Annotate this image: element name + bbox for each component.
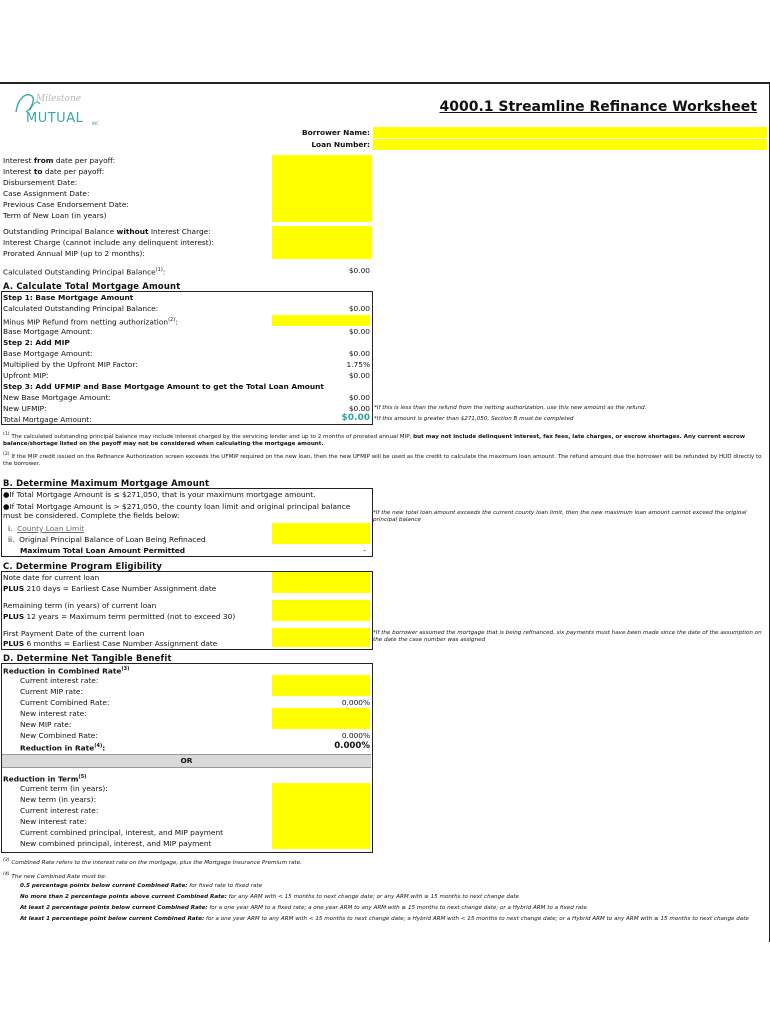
new-pi-label: New combined principal, interest, and MIP payment [20, 839, 212, 848]
rcr-header: Reduction in Combined Rate$^{(3)}$ [3, 666, 130, 676]
company-logo [12, 88, 102, 130]
base2-value: $0.00 [348, 349, 370, 358]
note-date-label: Note date for current loan [3, 573, 100, 582]
footnote-1: $^{(1)}$ The calculated outstanding principal balance may include interest charged by the servicing lender and up to 2 months of prorated annual MIP, but may not include delinquent interest, fax fees, late charges, or escrow shortages. Any current escrow balance/shortage listed on the payoff may not be considered when calculating the mortgage amount. [3, 432, 746, 447]
red-rate-value: 0.000% [334, 741, 370, 751]
rule-4: At least 1 percentage point below current Combined Rate: for a one year ARM to any ARM with < 15 months to next change date; a Hybrid ARM with < 15 months to next change date; or a Hybrid ARM to any ARM with ≥ 15 months to next change date [20, 916, 749, 922]
step2-header: Step 2: Add MIP [3, 338, 70, 347]
section-a-header: A. Calculate Total Mortgage Amount [3, 281, 181, 291]
new-base-value: $0.00 [348, 393, 370, 402]
current-rates-field[interactable] [272, 675, 370, 696]
footnote-4: $^{(4)}$ The new Combined Rate must be: [3, 872, 107, 880]
disbursement-label: Disbursement Date: [3, 178, 78, 187]
page-title: 4000.1 Streamline Refinance Worksheet [439, 99, 757, 115]
county-limit-field[interactable] [272, 523, 370, 544]
plus-12-label: PLUS 12 years = Maximum term permitted (not to exceed 30) [3, 612, 236, 621]
minus-mip-label: Minus MIP Refund from netting authorization$^{(2)}$: [3, 317, 178, 327]
bullet-icon: ● [3, 502, 10, 511]
calc-ob-value: $0.00 [348, 304, 370, 313]
new-ufmip-label: New UFMIP: [3, 404, 47, 413]
balances-input-block[interactable] [272, 226, 372, 259]
cur-int-label: Current interest rate: [20, 676, 99, 685]
new-term-label: New term (in years): [20, 795, 97, 804]
interest-from-label: Interest from date per payoff: [3, 156, 116, 165]
orig-balance-item: ii. Original Principal Balance of Loan Being Refinaced [8, 535, 206, 544]
logo-suffix: INC [92, 121, 99, 126]
note-date-field[interactable] [272, 572, 370, 593]
footnote-3: $^{(3)}$ Combined Rate refers to the interest rate on the mortgage, plus the Mortgage Insurance Premium rate. [3, 858, 302, 866]
total-note: *If this amount is greater than $271,050, Section B must be completed [374, 416, 574, 422]
upfront-label: Upfront MIP: [3, 371, 49, 380]
new-comb-value: 0.000% [341, 731, 370, 740]
new-int-label: New interest rate: [20, 709, 87, 718]
calc-outstanding-value: $0.00 [348, 266, 370, 275]
section-b-line1: ●If Total Mortgage Amount is ≤ $271,050, that is your maximum mortgage amount. [3, 490, 316, 499]
term-new-label: Term of New Loan (in years) [3, 211, 107, 220]
rule-1: 0.5 percentage points below current Combined Rate: for fixed rate to fixed rate [20, 883, 263, 889]
base-amount-label: Base Mortgage Amount: [3, 327, 93, 336]
interest-charge-label: Interest Charge (cannot include any delinquent interest): [3, 238, 214, 247]
cur-term-label: Current term (in years): [20, 784, 108, 793]
plus-6-label: PLUS 6 months = Earliest Case Number Assignment date [3, 639, 218, 648]
red-rate-label: Reduction in Rate$^{(4)}$: [20, 743, 106, 753]
logo-word: MUTUAL [26, 111, 84, 126]
rit-header: Reduction in Term$^{(5)}$ [3, 774, 87, 784]
section-b-header: B. Determine Maximum Mortgage Amount [3, 478, 210, 488]
new-comb-label: New Combined Rate: [20, 731, 98, 740]
max-loan-label: Maximum Total Loan Amount Permitted [20, 546, 186, 555]
outstanding-label: Outstanding Principal Balance without Interest Charge: [3, 227, 211, 236]
prorated-mip-label: Prorated Annual MIP (up to 2 months): [3, 249, 145, 258]
calc-outstanding-label: Calculated Outstanding Principal Balance$^{(1)}$: [3, 267, 166, 277]
section-c-note: *If the borrower assumed the mortgage that is being refinanced, six payments must have been made since the date of the assumption on the date the case number was assigned [373, 630, 762, 643]
loan-number-field[interactable] [373, 139, 767, 150]
cur-comb-value: 0.000% [341, 698, 370, 707]
section-b-note: *If the new total loan amount exceeds the current county loan limit, then the new maximum loan amount cannot exceed the original principal balance [373, 510, 747, 523]
cur-comb-label: Current Combined Rate: [20, 698, 110, 707]
remaining-term-field[interactable] [272, 600, 370, 621]
bullet-icon: ● [3, 490, 10, 499]
remaining-term-label: Remaining term (in years) of current loan [3, 601, 157, 610]
worksheet [0, 82, 770, 942]
section-c-header: C. Determine Program Eligibility [3, 561, 163, 571]
total-value: $0.00 [341, 413, 370, 423]
new-ufmip-value: $0.00 [348, 404, 370, 413]
rule-3: At least 2 percentage points below current Combined Rate: for a one year ARM to a fixed rate; a one year ARM to any ARM with ≥ 15 months to next change date; or a Hybrid ARM to a fixed rate [20, 905, 587, 911]
multiplied-label: Multiplied by the Upfront MIP Factor: [3, 360, 138, 369]
or-divider [2, 754, 371, 768]
calc-ob-label: Calculated Outstanding Principal Balance: [3, 304, 159, 313]
cur-mip-label: Current MIP rate: [20, 687, 83, 696]
county-loan-limit-link[interactable]: County Loan Limit [17, 524, 85, 533]
borrower-name-field[interactable] [373, 127, 767, 138]
plus-210-label: PLUS 210 days = Earliest Case Number Assignment date [3, 584, 217, 593]
base-amount-value: $0.00 [348, 327, 370, 336]
footnote-2: $^{(2)}$ If the MIP credit issued on the Refinance Authorization screen exceeds the UFMIP required on the new loan, then the new UFMIP will be used as the credit to calculate the maximum loan amount. The refund amount due the borrower will be refunded by HUD directly to the borrower. [3, 452, 762, 467]
dates-input-block[interactable] [272, 155, 372, 222]
case-assignment-label: Case Assignment Date: [3, 189, 90, 198]
total-label: Total Mortgage Amount: [3, 415, 92, 424]
or-label: OR [180, 756, 193, 765]
step1-header: Step 1: Base Mortgage Amount [3, 293, 134, 302]
upfront-value: $0.00 [348, 371, 370, 380]
multiplied-value: 1.75% [346, 360, 370, 369]
interest-to-label: Interest to date per payoff: [3, 167, 105, 176]
step3-header: Step 3: Add UFMIP and Base Mortgage Amount to get the Total Loan Amount [3, 382, 324, 391]
new-ufmip-note: *If this is less than the refund from the netting authorization, use this new amount as the refund. [374, 405, 647, 411]
prev-endorsement-label: Previous Case Endorsement Date: [3, 200, 129, 209]
max-loan-value: - [363, 546, 366, 555]
base2-label: Base Mortgage Amount: [3, 349, 93, 358]
cur-pi-label: Current combined principal, interest, and MIP payment [20, 828, 224, 837]
minus-mip-field[interactable] [272, 315, 370, 326]
first-payment-field[interactable] [272, 628, 370, 647]
new-base-label: New Base Mortgage Amount: [3, 393, 111, 402]
section-d-header: D. Determine Net Tangible Benefit [3, 653, 172, 663]
cur-int2-label: Current interest rate: [20, 806, 99, 815]
new-rates-field[interactable] [272, 708, 370, 729]
first-payment-label: First Payment Date of the current loan [3, 629, 145, 638]
borrower-name-label: Borrower Name: [302, 128, 370, 137]
loan-number-label: Loan Number: [311, 140, 370, 149]
section-b-line2: ●If Total Mortgage Amount is > $271,050, the county loan limit and original principal balance must be considered. Complete the fields below: [3, 502, 351, 520]
new-mip-label: New MIP rate: [20, 720, 72, 729]
term-inputs-field[interactable] [272, 783, 370, 849]
county-limit-item: i. County Loan Limit [8, 524, 85, 533]
new-int2-label: New interest rate: [20, 817, 87, 826]
rule-2: No more than 2 percentage points above current Combined Rate: for any ARM with < 15 months to next change date; or any ARM with ≥ 15 months to next change date [20, 894, 519, 900]
logo-script: Milestone [36, 94, 82, 104]
